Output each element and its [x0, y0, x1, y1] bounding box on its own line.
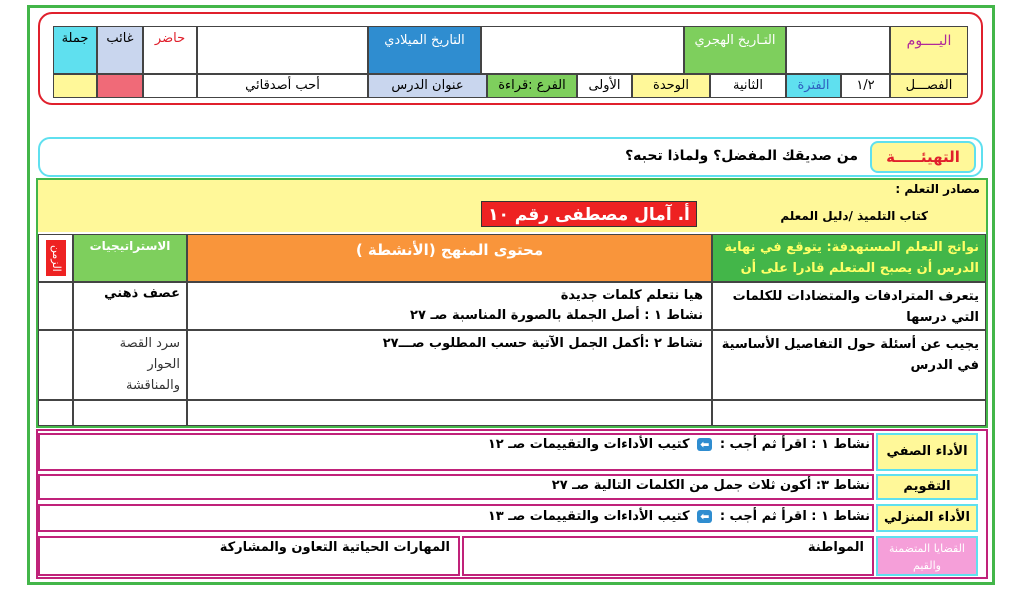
row2-strategy-line1: سرد القصة	[119, 336, 180, 351]
class-value-cell[interactable]	[841, 74, 890, 98]
warmup-question: من صديقك المفضل؟ ولماذا تحبه؟	[625, 148, 858, 164]
life-skills-box	[38, 536, 460, 576]
row1-strategy: عصف ذهني	[73, 282, 187, 330]
row2-outcome: يجيب عن أسئلة حول التفاصيل الأساسية في الدرس	[712, 330, 986, 400]
unit-label: الوحدة	[653, 78, 689, 93]
performance-text-a: نشاط ١ : اقرأ ثم أجب :	[719, 437, 870, 452]
total-label-cell	[53, 26, 97, 74]
present-count-cell[interactable]	[143, 74, 197, 98]
hijri-label: التـاريخ الهجري	[694, 33, 776, 48]
period-label-cell	[786, 74, 841, 98]
homework-text-a: نشاط ١ : اقرأ ثم أجب :	[719, 509, 870, 524]
unit-label-cell	[632, 74, 710, 98]
life-skills-text: المهارات الحياتية التعاون والمشاركة	[219, 540, 450, 555]
gregorian-label-cell	[368, 26, 481, 74]
homework-label: الأداء المنزلي	[884, 510, 970, 525]
row1-content-line2: نشاط ١ : أصل الجملة بالصورة المناسبة صـ ٢٧	[410, 308, 703, 323]
performance-label-box	[876, 433, 978, 471]
homework-arrow-icon: ⬅	[697, 510, 712, 523]
unit-value: الأولى	[588, 78, 621, 93]
row2-strategy-line2: الحوار	[147, 357, 180, 372]
performance-text-b: كتيب الأداءات والتقييمات صـ ١٢	[487, 437, 690, 452]
performance-arrow-icon: ⬅	[697, 438, 712, 451]
total-label: جملة	[61, 31, 89, 46]
absent-count-cell[interactable]	[97, 74, 143, 98]
row2-time[interactable]	[38, 330, 73, 400]
evaluation-label: التقويم	[903, 479, 951, 494]
period-label: الفترة	[797, 78, 830, 93]
time-tag: الزمن	[46, 240, 66, 276]
lesson-title-label-cell	[368, 74, 487, 98]
lesson-title-value: أحب أصدقائي	[245, 78, 320, 93]
gregorian-value-cell[interactable]	[197, 26, 368, 74]
evaluation-label-box	[876, 474, 978, 500]
evaluation-text: نشاط ٣: أكون ثلاث جمل من الكلمات التالية صـ ٢٧	[551, 478, 870, 493]
outcomes-header: نواتج التعلم المستهدفة: يتوقع في نهاية الدرس أن يصبح المتعلم قادرا على أن	[712, 234, 986, 282]
gregorian-label: التاريخ الميلادي	[384, 33, 465, 48]
absent-label: غائب	[106, 31, 134, 46]
present-label: حاضر	[154, 31, 186, 46]
row2-content	[187, 330, 712, 400]
row3-time[interactable]	[38, 400, 73, 426]
row1-content-line1: هيا نتعلم كلمات جديدة	[560, 288, 703, 303]
homework-text	[488, 509, 870, 524]
unit-value-cell[interactable]	[577, 74, 632, 98]
performance-text	[488, 437, 870, 452]
performance-label: الأداء الصفي	[886, 444, 968, 459]
row3-outcome[interactable]	[712, 400, 986, 426]
values-label: القضايا المتضمنة والقيم	[889, 542, 965, 572]
present-label-cell	[143, 26, 197, 74]
row2-content-line1: نشاط ٢ :أكمل الجمل الآتية حسب المطلوب صـــ٢٧	[382, 336, 703, 351]
absent-label-cell	[97, 26, 143, 74]
total-count-cell[interactable]	[53, 74, 97, 98]
day-value-cell[interactable]	[786, 26, 890, 74]
day-label: اليــــوم	[906, 33, 952, 49]
row3-content[interactable]	[187, 400, 712, 426]
row3-strategy[interactable]	[73, 400, 187, 426]
teacher-banner: أ. آمال مصطفى رقم ١٠	[481, 201, 697, 227]
class-label: الفصـــل	[905, 78, 953, 93]
homework-text-b: كتيب الأداءات والتقييمات صـ ١٣	[487, 509, 690, 524]
citizenship-box	[462, 536, 874, 576]
strategies-header: الاستراتيجيات	[73, 234, 187, 282]
row1-outcome: يتعرف المترادفات والمتضادات للكلمات التي درسها	[712, 282, 986, 330]
warmup-label-box	[870, 141, 976, 173]
branch-label: الفرع :قراءة	[498, 78, 566, 93]
content-header: محتوى المنهج (الأنشطة )	[187, 234, 712, 282]
row1-time[interactable]	[38, 282, 73, 330]
hijri-value-cell[interactable]	[481, 26, 684, 74]
branch-cell	[487, 74, 577, 98]
values-label-box	[876, 536, 978, 576]
warmup-label: التهيئـــــة	[886, 148, 960, 166]
period-value-cell[interactable]	[710, 74, 786, 98]
period-value: الثانية	[733, 78, 763, 93]
day-label-cell	[890, 26, 968, 74]
class-label-cell	[890, 74, 968, 98]
row2-strategy	[73, 330, 187, 400]
sources-value: كتاب التلميذ /دليل المعلم	[780, 209, 928, 223]
sources-label: مصادر التعلم :	[895, 182, 980, 196]
lesson-title-value-cell[interactable]	[197, 74, 368, 98]
lesson-title-label: عنوان الدرس	[391, 78, 464, 93]
row1-content	[187, 282, 712, 330]
row2-strategy-line3: والمناقشة	[125, 378, 180, 393]
citizenship-text: المواطنة	[807, 540, 864, 555]
class-value: ١/٢	[856, 78, 875, 93]
hijri-label-cell	[684, 26, 786, 74]
homework-label-box	[876, 504, 978, 532]
time-header	[38, 234, 73, 282]
